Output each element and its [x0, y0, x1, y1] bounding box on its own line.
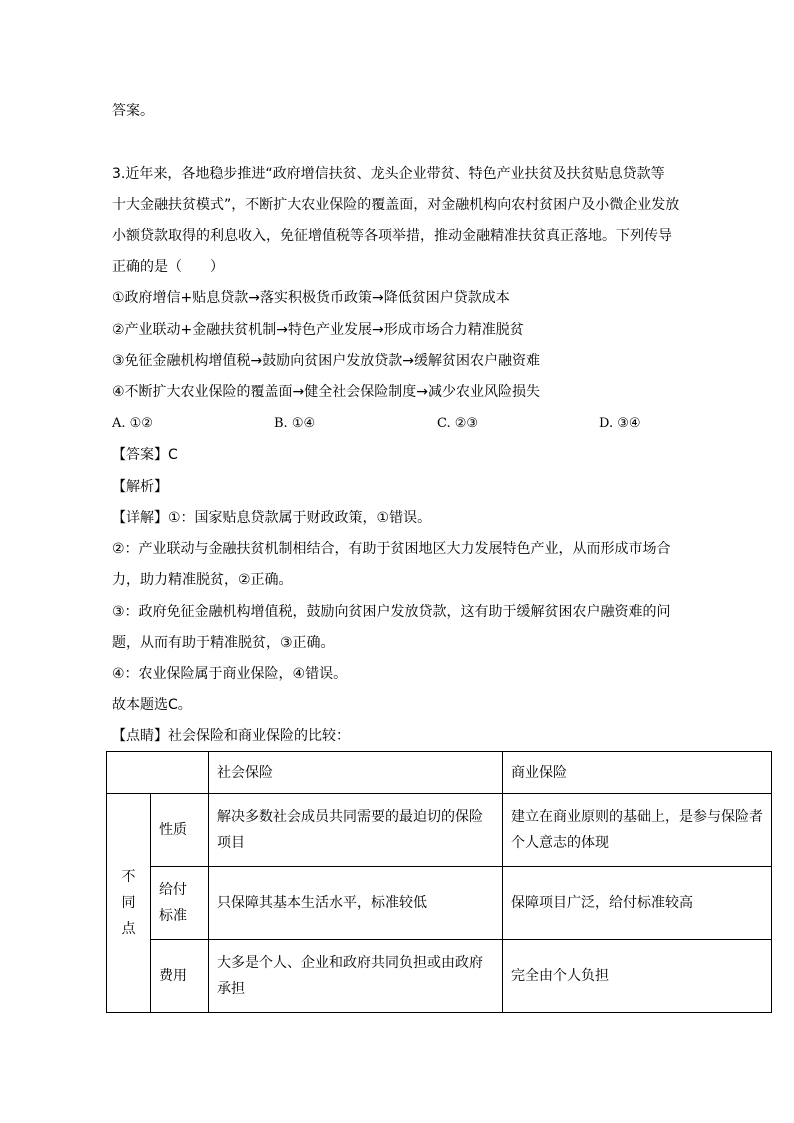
group-label-char: 不	[121, 869, 136, 885]
question-stem-line: 小额贷款取得的利息收入，免征增值税等各项举措，推动金融精准扶贫真正落地。下列传导	[112, 228, 672, 244]
answer-choices	[112, 414, 672, 434]
header-social-insurance: 社会保险	[209, 752, 503, 794]
social-cell: 只保障其基本生活水平，标准较低	[209, 867, 503, 940]
table-row	[107, 794, 772, 867]
conclusion-line: 故本题选C。	[112, 697, 192, 713]
detail-line: 题，从而有助于精准脱贫，③正确。	[112, 635, 335, 651]
detail-line: 【详解】①：国家贴息贷款属于财政政策，①错误。	[112, 510, 432, 526]
option-statement: ①政府增信+贴息贷款→落实积极货币政策→降低贫困户贷款成本	[112, 290, 510, 306]
question-stem-line: 正确的是（ ）	[112, 259, 224, 275]
choice-c: C. ②③	[437, 416, 479, 431]
analysis-heading: 【解析】	[112, 479, 168, 495]
commercial-cell: 建立在商业原则的基础上，是参与保险者个人意志的体现	[503, 794, 772, 867]
answer-line: 【答案】C	[112, 447, 178, 463]
option-statement: ②产业联动+金融扶贫机制→特色产业发展→形成市场合力精准脱贫	[112, 322, 524, 338]
table-row	[107, 867, 772, 940]
tip-line: 【点睛】社会保险和商业保险的比较：	[112, 728, 350, 744]
social-cell: 解决多数社会成员共同需要的最迫切的保险项目	[209, 794, 503, 867]
social-cell: 大多是个人、企业和政府共同负担或由政府承担	[209, 940, 503, 1013]
option-statement: ④不断扩大农业保险的覆盖面→健全社会保险制度→减少农业风险损失	[112, 384, 541, 400]
row-label: 费用	[151, 940, 209, 1013]
table-row	[107, 940, 772, 1013]
row-label: 给付标准	[151, 867, 209, 940]
table-corner-cell	[107, 752, 209, 794]
previous-answer-tail: 答案。	[112, 103, 154, 119]
group-label-char: 同	[121, 895, 136, 911]
header-commercial-insurance: 商业保险	[503, 752, 772, 794]
choice-d: D. ③④	[599, 416, 641, 431]
question-stem-line: 3.近年来，各地稳步推进“政府增信扶贫、龙头企业带贫、特色产业扶贫及扶贫贴息贷款等	[112, 166, 665, 182]
detail-line: ②：产业联动与金融扶贫机制相结合，有助于贫困地区大力发展特色产业，从而形成市场合	[112, 541, 671, 557]
detail-line: ④：农业保险属于商业保险，④错误。	[112, 666, 348, 682]
commercial-cell: 保障项目广泛，给付标准较高	[503, 867, 772, 940]
detail-line: 力，助力精准脱贫，②正确。	[112, 572, 293, 588]
group-label-differences	[107, 794, 151, 1013]
question-stem-line: 十大金融扶贫模式”，不断扩大农业保险的覆盖面，对金融机构向农村贫困户及小微企业发放	[112, 197, 680, 213]
comparison-table	[106, 751, 772, 1013]
table-header-row	[107, 752, 772, 794]
choice-a: A. ①②	[112, 416, 153, 431]
group-label-char: 点	[121, 921, 136, 937]
choice-b: B. ①④	[274, 416, 316, 431]
row-label: 性质	[151, 794, 209, 867]
detail-line: ③：政府免征金融机构增值税，鼓励向贫困户发放贷款，这有助于缓解贫困农户融资难的问	[112, 604, 671, 620]
option-statement: ③免征金融机构增值税→鼓励向贫困户发放贷款→缓解贫困农户融资难	[112, 353, 541, 369]
commercial-cell: 完全由个人负担	[503, 940, 772, 1013]
